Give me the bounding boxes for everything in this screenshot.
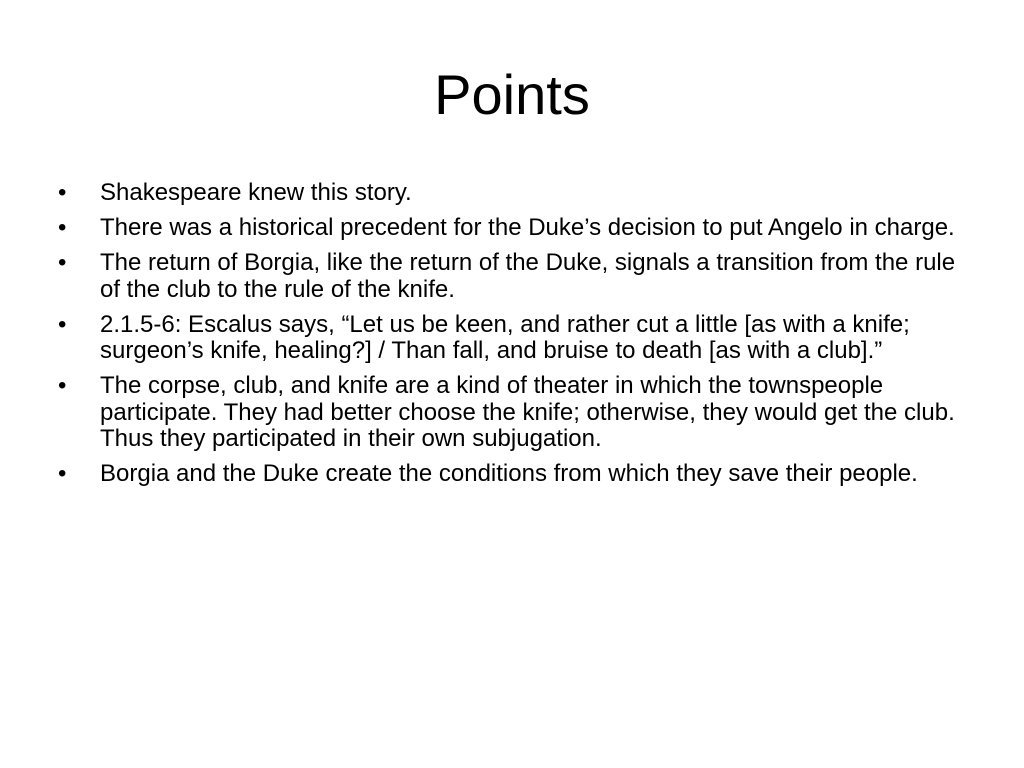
bullet-icon: •: [58, 310, 67, 338]
bullet-text: 2.1.5-6: Escalus says, “Let us be keen, and rather cut a little [as with a knife; surgeon’s knife, healing?] / Than fall, and bruise to death [as with a club].”: [100, 310, 910, 364]
slide-title: Points: [434, 63, 590, 126]
bullet-item: [58, 250, 958, 303]
bullet-icon: •: [58, 460, 67, 487]
bullet-item: [58, 461, 958, 488]
bullet-icon: •: [58, 179, 67, 206]
bullet-icon: •: [58, 214, 67, 241]
bullet-text: Shakespeare knew this story.: [100, 179, 412, 206]
bullet-icon: •: [58, 372, 67, 399]
bullet-text: The return of Borgia, like the return of the Duke, signals a transition from the rule of the club to the rule of the knife.: [100, 249, 956, 303]
bullet-item: [58, 312, 958, 365]
bullet-text: Borgia and the Duke create the conditions from which they save their people.: [100, 460, 918, 487]
bullet-item: [58, 215, 958, 242]
bullet-item: [58, 180, 958, 207]
bullet-list: [58, 180, 958, 496]
bullet-text: The corpse, club, and knife are a kind of theater in which the townspeople participate. They had better choose the knife; otherwise, they would get the club. Thus they participated in their own subjugation.: [100, 372, 955, 452]
bullet-item: [58, 373, 958, 453]
bullet-icon: •: [58, 249, 67, 276]
bullet-text: There was a historical precedent for the Duke’s decision to put Angelo in charge.: [100, 214, 955, 241]
